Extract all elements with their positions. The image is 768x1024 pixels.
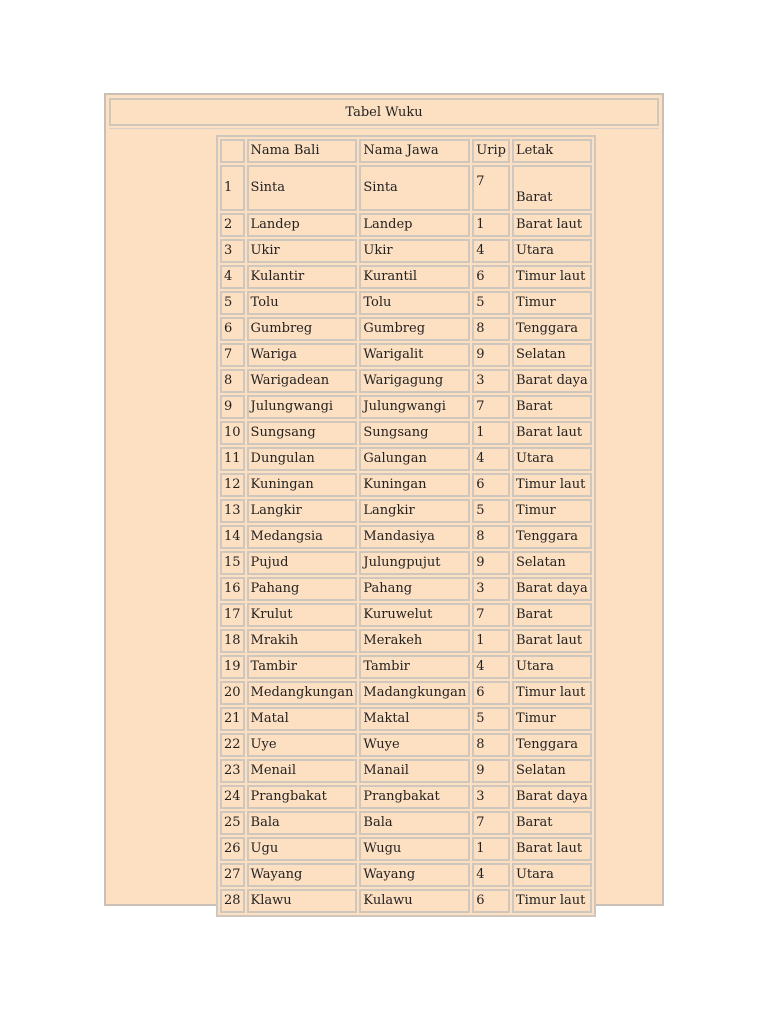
cell-nama-bali: Matal: [247, 707, 358, 731]
cell-letak: Utara: [512, 655, 592, 679]
cell-nama-jawa: Wayang: [359, 863, 470, 887]
cell-urip: 3: [472, 785, 510, 809]
cell-urip: 6: [472, 681, 510, 705]
cell-number: 4: [220, 265, 245, 289]
cell-nama-bali: Gumbreg: [247, 317, 358, 341]
cell-letak: Tenggara: [512, 733, 592, 757]
cell-number: 19: [220, 655, 245, 679]
cell-letak: Timur: [512, 291, 592, 315]
cell-number: 6: [220, 317, 245, 341]
cell-number: 28: [220, 889, 245, 913]
cell-letak: Barat: [512, 603, 592, 627]
cell-nama-jawa: Wuye: [359, 733, 470, 757]
cell-urip: 5: [472, 499, 510, 523]
table-row: [220, 551, 592, 575]
cell-nama-bali: Tambir: [247, 655, 358, 679]
table-row: [220, 447, 592, 471]
cell-letak: Utara: [512, 239, 592, 263]
cell-letak: Selatan: [512, 759, 592, 783]
cell-urip: 7: [472, 811, 510, 835]
table-header-row: [220, 139, 592, 163]
cell-letak: Barat laut: [512, 629, 592, 653]
table-row: [220, 343, 592, 367]
cell-nama-bali: Menail: [247, 759, 358, 783]
cell-letak: Utara: [512, 863, 592, 887]
cell-nama-jawa: Pahang: [359, 577, 470, 601]
cell-letak: Barat: [512, 811, 592, 835]
cell-urip: 6: [472, 265, 510, 289]
cell-nama-bali: Julungwangi: [247, 395, 358, 419]
table-row: [220, 421, 592, 445]
header-number: [220, 139, 245, 163]
cell-number: 18: [220, 629, 245, 653]
cell-urip: 8: [472, 525, 510, 549]
cell-letak: Barat laut: [512, 421, 592, 445]
cell-nama-jawa: Langkir: [359, 499, 470, 523]
cell-letak: Utara: [512, 447, 592, 471]
cell-nama-jawa: Tolu: [359, 291, 470, 315]
cell-letak: Barat daya: [512, 369, 592, 393]
cell-letak: Barat daya: [512, 785, 592, 809]
cell-nama-jawa: Madangkungan: [359, 681, 470, 705]
cell-letak: Timur laut: [512, 681, 592, 705]
cell-number: 20: [220, 681, 245, 705]
cell-nama-jawa: Landep: [359, 213, 470, 237]
cell-nama-jawa: Warigagung: [359, 369, 470, 393]
cell-urip: 8: [472, 317, 510, 341]
header-letak: Letak: [512, 139, 592, 163]
table-row: [220, 811, 592, 835]
cell-number: 13: [220, 499, 245, 523]
table-row: [220, 629, 592, 653]
cell-nama-bali: Ugu: [247, 837, 358, 861]
cell-number: 27: [220, 863, 245, 887]
cell-nama-bali: Medangsia: [247, 525, 358, 549]
cell-urip: 4: [472, 447, 510, 471]
cell-nama-jawa: Ukir: [359, 239, 470, 263]
cell-nama-bali: Langkir: [247, 499, 358, 523]
cell-urip: 7: [472, 165, 510, 211]
table-row: [220, 863, 592, 887]
cell-nama-jawa: Sinta: [359, 165, 470, 211]
cell-urip: 4: [472, 655, 510, 679]
header-nama-jawa: Nama Jawa: [359, 139, 470, 163]
cell-nama-jawa: Prangbakat: [359, 785, 470, 809]
cell-nama-bali: Bala: [247, 811, 358, 835]
cell-nama-bali: Tolu: [247, 291, 358, 315]
table-row: [220, 499, 592, 523]
table-row: [220, 837, 592, 861]
table-row: [220, 785, 592, 809]
cell-number: 15: [220, 551, 245, 575]
cell-urip: 1: [472, 421, 510, 445]
cell-nama-jawa: Tambir: [359, 655, 470, 679]
cell-nama-jawa: Manail: [359, 759, 470, 783]
cell-number: 1: [220, 165, 245, 211]
cell-nama-bali: Prangbakat: [247, 785, 358, 809]
cell-nama-jawa: Sungsang: [359, 421, 470, 445]
cell-urip: 8: [472, 733, 510, 757]
cell-number: 10: [220, 421, 245, 445]
cell-letak: Timur laut: [512, 889, 592, 913]
cell-number: 5: [220, 291, 245, 315]
cell-number: 22: [220, 733, 245, 757]
cell-nama-jawa: Bala: [359, 811, 470, 835]
cell-nama-jawa: Kuruwelut: [359, 603, 470, 627]
cell-letak: Barat laut: [512, 213, 592, 237]
cell-number: 17: [220, 603, 245, 627]
cell-urip: 4: [472, 239, 510, 263]
cell-letak: Barat: [512, 165, 592, 211]
cell-letak: Tenggara: [512, 525, 592, 549]
cell-number: 16: [220, 577, 245, 601]
cell-nama-bali: Sinta: [247, 165, 358, 211]
cell-nama-jawa: Maktal: [359, 707, 470, 731]
cell-number: 21: [220, 707, 245, 731]
table-row: [220, 681, 592, 705]
cell-letak: Barat: [512, 395, 592, 419]
cell-nama-bali: Krulut: [247, 603, 358, 627]
header-nama-bali: Nama Bali: [247, 139, 358, 163]
cell-nama-bali: Wariga: [247, 343, 358, 367]
cell-letak: Timur: [512, 707, 592, 731]
cell-urip: 9: [472, 551, 510, 575]
table-row: [220, 707, 592, 731]
cell-urip: 6: [472, 889, 510, 913]
cell-nama-bali: Klawu: [247, 889, 358, 913]
cell-number: 25: [220, 811, 245, 835]
cell-nama-bali: Wayang: [247, 863, 358, 887]
cell-urip: 5: [472, 707, 510, 731]
table-row: [220, 369, 592, 393]
cell-urip: 7: [472, 603, 510, 627]
cell-letak: Barat daya: [512, 577, 592, 601]
cell-urip: 1: [472, 629, 510, 653]
table-row: [220, 473, 592, 497]
cell-nama-jawa: Mandasiya: [359, 525, 470, 549]
cell-nama-bali: Warigadean: [247, 369, 358, 393]
cell-number: 8: [220, 369, 245, 393]
cell-urip: 1: [472, 213, 510, 237]
table-row: [220, 291, 592, 315]
cell-number: 24: [220, 785, 245, 809]
cell-nama-bali: Pahang: [247, 577, 358, 601]
wuku-table: [216, 135, 596, 917]
cell-nama-bali: Uye: [247, 733, 358, 757]
table-row: [220, 165, 592, 211]
table-row: [220, 213, 592, 237]
cell-nama-bali: Landep: [247, 213, 358, 237]
cell-nama-jawa: Galungan: [359, 447, 470, 471]
cell-urip: 9: [472, 759, 510, 783]
cell-number: 2: [220, 213, 245, 237]
cell-nama-jawa: Kuningan: [359, 473, 470, 497]
cell-letak: Selatan: [512, 551, 592, 575]
cell-urip: 4: [472, 863, 510, 887]
cell-letak: Selatan: [512, 343, 592, 367]
cell-nama-jawa: Merakeh: [359, 629, 470, 653]
cell-urip: 1: [472, 837, 510, 861]
cell-number: 26: [220, 837, 245, 861]
table-row: [220, 759, 592, 783]
cell-nama-jawa: Kurantil: [359, 265, 470, 289]
cell-number: 12: [220, 473, 245, 497]
cell-urip: 3: [472, 369, 510, 393]
table-row: [220, 655, 592, 679]
cell-nama-jawa: Gumbreg: [359, 317, 470, 341]
cell-letak: Timur: [512, 499, 592, 523]
wuku-table-body: [220, 139, 592, 913]
cell-urip: 3: [472, 577, 510, 601]
cell-nama-jawa: Wugu: [359, 837, 470, 861]
table-row: [220, 525, 592, 549]
cell-urip: 7: [472, 395, 510, 419]
cell-letak: Barat laut: [512, 837, 592, 861]
cell-number: 14: [220, 525, 245, 549]
cell-nama-bali: Mrakih: [247, 629, 358, 653]
cell-nama-jawa: Julungwangi: [359, 395, 470, 419]
cell-nama-bali: Medangkungan: [247, 681, 358, 705]
cell-letak: Timur laut: [512, 473, 592, 497]
cell-nama-bali: Pujud: [247, 551, 358, 575]
cell-nama-jawa: Julungpujut: [359, 551, 470, 575]
cell-number: 3: [220, 239, 245, 263]
table-row: [220, 733, 592, 757]
cell-number: 23: [220, 759, 245, 783]
cell-urip: 5: [472, 291, 510, 315]
table-row: [220, 395, 592, 419]
header-urip: Urip: [472, 139, 510, 163]
cell-nama-bali: Ukir: [247, 239, 358, 263]
cell-nama-bali: Kuningan: [247, 473, 358, 497]
cell-nama-jawa: Warigalit: [359, 343, 470, 367]
cell-urip: 9: [472, 343, 510, 367]
table-row: [220, 239, 592, 263]
cell-letak: Timur laut: [512, 265, 592, 289]
table-row: [220, 265, 592, 289]
table-row: [220, 577, 592, 601]
cell-nama-bali: Kulantir: [247, 265, 358, 289]
table-row: [220, 317, 592, 341]
table-title: Tabel Wuku: [109, 98, 659, 126]
table-row: [220, 889, 592, 913]
table-row: [220, 603, 592, 627]
cell-nama-bali: Sungsang: [247, 421, 358, 445]
cell-number: 11: [220, 447, 245, 471]
cell-letak: Tenggara: [512, 317, 592, 341]
wuku-table-container: [104, 93, 664, 906]
cell-nama-jawa: Kulawu: [359, 889, 470, 913]
cell-nama-bali: Dungulan: [247, 447, 358, 471]
cell-number: 7: [220, 343, 245, 367]
cell-number: 9: [220, 395, 245, 419]
cell-urip: 6: [472, 473, 510, 497]
